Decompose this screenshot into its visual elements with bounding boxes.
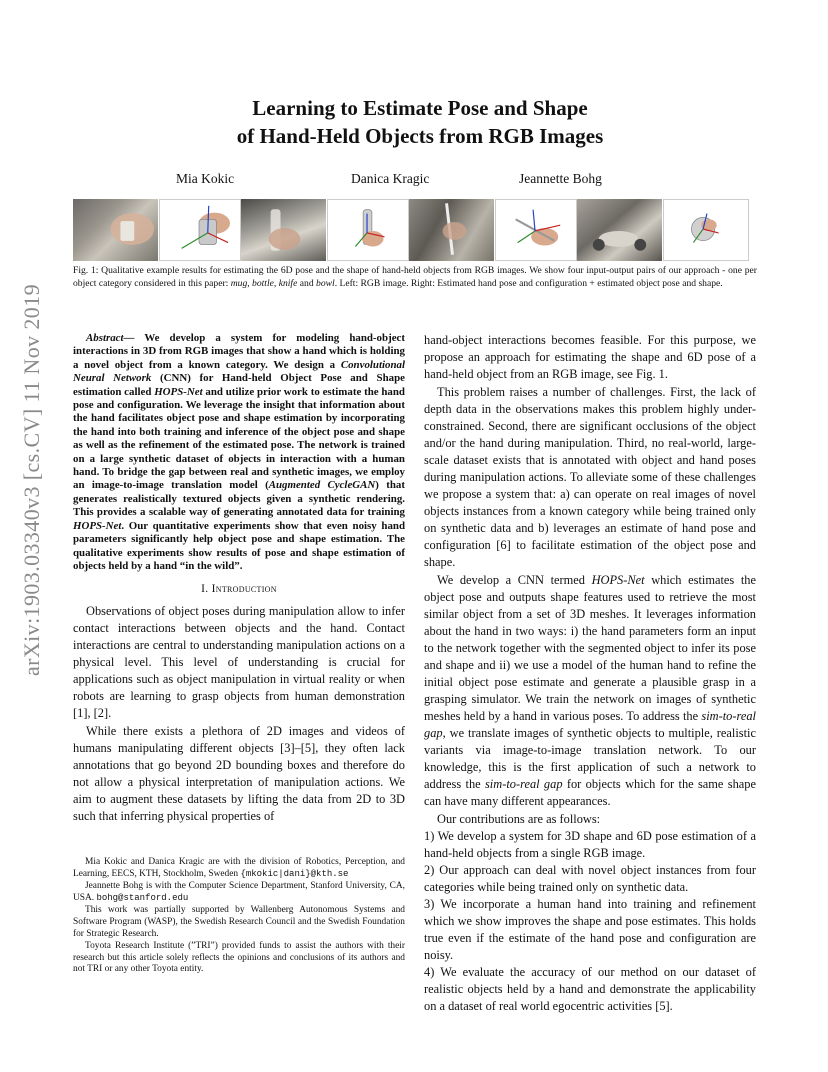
left-column (73, 332, 405, 825)
paragraph: While there exists a plethora of 2D images and videos of humans manipulating different objects [3]–[5], they often lack annotations that go beyond 2D bounding boxes and therefore do not allow a physical interpretation of manipulation actions. We aim to augment these datasets by lifting the data from 2D to 3D such that inferring physical properties of (73, 724, 405, 824)
caption-category-bottle: bottle (252, 278, 274, 289)
caption-separator: and (297, 278, 317, 289)
abstract-term-hops-net: HOPS-Net (73, 519, 122, 532)
figure-output-knife (495, 199, 577, 261)
contribution-item: 2) Our approach can deal with novel object instances from four categories while being trained only on synthetic data. (424, 863, 756, 894)
paragraph: Observations of object poses during manipulation allow to infer contact interactions between objects and the hand. Contact interactions are central to understanding manipulation actions on a physical level. This level of understanding is crucial for applications such as object manipulation in virtual reality or when robots are learning to grasp objects from human demonstration [1], [2]. (73, 604, 405, 721)
figure-rgb-image-bowl (577, 199, 663, 261)
abstract-dash: — (123, 332, 145, 344)
abstract-text: and utilize prior work to estimate the hand pose and configuration. We leverage the insight that information about the hand facilitates object pose and shape estimation by incorporating the hand into both training and inference of the object pose and shape as well as the refinement of the estimated pose. The network is trained on a large synthetic dataset of objects in interaction with a human hand. To bridge the gap between real and synthetic images, we employ an image-to-image translation model ( (73, 385, 405, 492)
figure-output-bottle (327, 199, 409, 261)
paragraph: hand-object interactions becomes feasible. For this purpose, we propose an approach for estimating the shape and 6D pose of a hand-held object from an RGB image, see Fig. 1. (424, 333, 756, 381)
author-list (0, 171, 828, 191)
caption-category-knife: knife (278, 278, 298, 289)
contribution-item: 1) We develop a system for 3D shape and 6D pose estimation of a hand-held objects from a single RGB image. (424, 829, 756, 860)
title-line-1: Learning to Estimate Pose and Shape (252, 96, 588, 120)
paragraph-text: , we translate images of synthetic objects to multiple, realistic variants via image-to-image translation network. To our knowledge, this is the first application of such a network to address the (424, 726, 756, 791)
abstract-term-cyclegan: Augmented CycleGAN (268, 479, 376, 492)
contribution-item: 3) We incorporate a human hand into training and refinement which we show improves the shape and pose estimates. This holds true even if the estimate of the hand pose and configuration are noisy. (424, 897, 756, 962)
abstract-text: We develop a system for modeling hand-object interactions in 3D from RGB images that show a hand which is holding a novel object from a known category. We design a (73, 332, 405, 371)
abstract (73, 332, 405, 573)
footnote-funding: This work was partially supported by Wallenberg Autonomous Systems and Software Program (WASP), the Swedish Research Council and the Swedish Foundation for Strategic Research. (73, 905, 405, 939)
caption-text-end: . Left: RGB image. Right: Estimated hand pose and configuration + estimated object pose and shape. (334, 278, 723, 289)
term-sim-to-real: sim-to-real gap (484, 777, 563, 791)
figure-rgb-image-knife (409, 199, 495, 261)
abstract-text: ) that generates realistically textured objects given a synthetic rendering. This provides a scalable way of generating annotated data for training (73, 479, 406, 519)
figure-output-mug (159, 199, 241, 261)
introduction-body-continued (424, 332, 756, 828)
abstract-heading: Abstract (86, 332, 124, 344)
figure-1-caption (73, 264, 757, 290)
figure-output-bowl (663, 199, 749, 261)
footnotes (73, 857, 405, 977)
paragraph (424, 572, 756, 810)
footnote-email: {mkokic|dani}@kth.se (240, 868, 349, 879)
figure-rgb-image-mug (73, 199, 159, 261)
paragraph-text: We develop a CNN termed (437, 573, 592, 587)
abstract-term-cnn: Convolutional Neural Network (73, 358, 405, 385)
paragraph-text: which estimates the object pose and outputs shape features used to retrieve the most similar object from a set of 3D meshes. It leverages information about the hand in two ways: i) the hand parameters form an input to the network together with the segmented object to infer its pose and shape and ii) we use a model of the human hand to refine the initial object pose estimate and generate a plausible grasp in a grasping simulator. We train the network on images of synthetic meshes held by a hand in various poses. To address the (424, 573, 756, 723)
footnote-tri: Toyota Research Institute (”TRI”) provided funds to assist the authors with their research but this article solely reflects the opinions and conclusions of its authors and not TRI or any other Toyota entity. (73, 941, 405, 975)
caption-separator: , (247, 278, 253, 289)
paragraph: This problem raises a number of challenges. First, the lack of depth data in the observations makes this problem highly under-constrained. Second, there are significant occlusions of the object and/or the hand during manipulation. Third, no real-world, large-scale dataset exists that is annotated with object and hand poses during manipulation actions. To alleviate some of these challenges we propose a system that: a) can operate on real images of novel objects instances from a known category while being trained only on synthetic data and b) leverages an estimate of hand pose and configuration [6] to facilitate estimation of the object pose and shape. (424, 385, 756, 569)
footnote-affiliation-kth (73, 857, 405, 880)
caption-category-bowl: bowl (316, 278, 335, 289)
abstract-text: (CNN) for Hand-held Object Pose and Shape estimation called (73, 372, 405, 398)
title-line-2: of Hand-Held Objects from RGB Images (236, 124, 604, 148)
caption-separator: , (273, 278, 279, 289)
introduction-body (73, 603, 405, 825)
arxiv-stamp (14, 270, 50, 690)
author-2: Danica Kragic (351, 171, 430, 186)
author-3: Jeannette Bohg (519, 171, 602, 186)
caption-text: Fig. 1: Qualitative example results for estimating the 6D pose and the shape of hand-held objects from RGB images. We show four input-output pairs of our approach - one per object category considered in this paper: (73, 265, 757, 289)
paragraph-text: for objects which for the same shape can have many different appearances. (424, 777, 756, 808)
author-1: Mia Kokic (176, 171, 235, 186)
footnote-email: bohg@stanford.edu (96, 892, 189, 903)
figure-1-strip (73, 199, 755, 261)
contribution-item: 4) We evaluate the accuracy of our method on our dataset of realistic objects held by a hand and demonstrate the applicability on a dataset of real world egocentric activities [5]. (424, 965, 756, 1013)
section-heading-introduction: I. Introduction (201, 583, 277, 596)
abstract-term-hops-net: HOPS-Net (154, 385, 203, 398)
abstract-text: . Our quantitative experiments show that even noisy hand parameters significantly help object pose and shape estimation. The qualitative experiments show results of pose and shape estimation of objects held by a hand “in the wild”. (73, 519, 405, 572)
footnote-text: Jeannette Bohg is with the Computer Science Department, Stanford University, CA, USA. (73, 881, 405, 903)
footnote-affiliation-stanford (73, 881, 405, 904)
contributions-intro: Our contributions are as follows: (437, 812, 601, 826)
term-hops-net: HOPS-Net (591, 573, 645, 587)
arxiv-id: arXiv:1903.03340v3 [cs.CV] 11 Nov 2019 (19, 283, 45, 677)
figure-rgb-image-bottle (241, 199, 327, 261)
paper-title (80, 94, 760, 150)
footnote-text: Mia Kokic and Danica Kragic are with the division of Robotics, Perception, and Learning, EECS, KTH, Stockholm, Sweden (73, 857, 405, 879)
term-sim-to-real: sim-to-real gap (424, 709, 756, 740)
caption-category-mug: mug (230, 278, 248, 289)
right-column (424, 332, 756, 1015)
